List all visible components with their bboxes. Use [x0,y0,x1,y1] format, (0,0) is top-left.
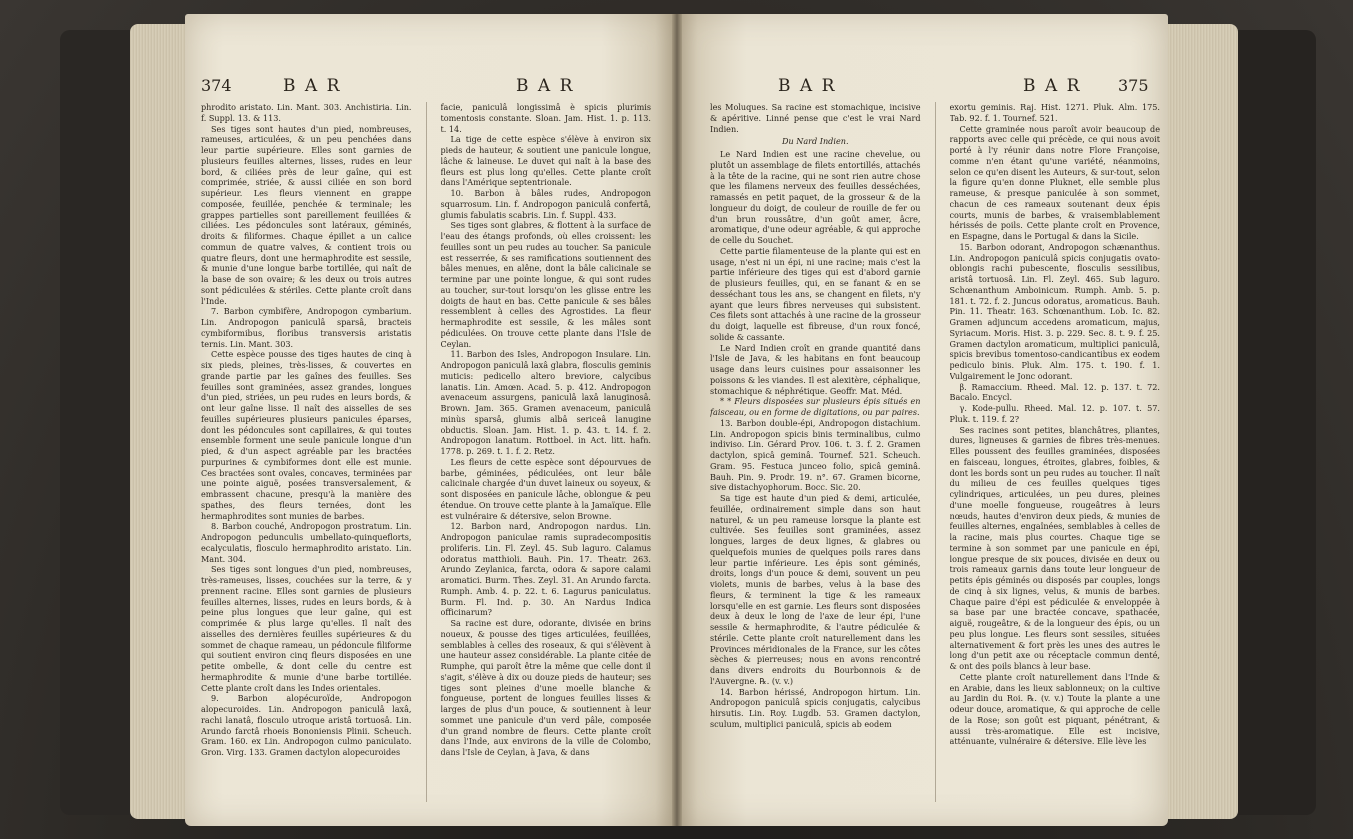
paragraph: Ses racines sont petites, blanchâtres, pliantes, dures, ligneuses & garnies de fibres très-menues. Elles poussent des feuilles graminées, disposées en faisceau, longues, étroites, glabres, foibles, & dont les bords sont un peu rudes au toucher. Il naît du milieu de ces feuilles quelques tiges cylindriques, articulées, un peu dures, pleines d'une moelle fongueuse, rougeâtres à leurs nœuds, hautes d'environ deux pieds, & munies de feuilles alternes, engaînées, semblables à celles de la racine, mais plus courtes. Chaque tige se termine à son sommet par une panicule en épi, longue presque de six pouces, divisée en deux ou trois rameaux garnis dans toute leur longueur de petits épis géminés ou disposés par couples, longs de cinq à six lignes, velus, & munis de barbes. Chaque paire d'épi est pédiculée & enveloppée à sa base par une bractée concave, spathacée, aiguë, rougeâtre, & de la longueur des épis, ou un peu plus longue. Les fleurs sont sessiles, situées alternativement & fort près les unes des autres le long d'un petit axe ou réceptacle commun denté, & ont des poils blancs à leur base. [949,424,1160,671]
paragraph: Ses tiges sont longues d'un pied, nombreuses, très-rameuses, lisses, couchées sur la terre, & y prennent racine. Elles sont garnies de plusieurs feuilles alternes, lisses, rudes en leurs bords, & à peine plus longues que leur gaîne, qui est comprimée & plus large qu'elles. Il naît des aisselles des dernières feuilles supérieures & du sommet de chaque rameau, un pédoncule filiforme qui soutient environ cinq fleurs disposées en une petite ombelle, & dont celle du centre est hermaphrodite & munie d'une barbe tortillée. Cette plante croît dans les Indes orientales. [201,564,412,693]
right-running-head-1: B A R [778,76,837,96]
paragraph: Cette partie filamenteuse de la plante qui est en usage, n'est ni un épi, ni une racine; mais c'est la partie inférieure des tiges qui est d'abord garnie de plusieurs feuilles, qui, en se fanant & en se desséchant tous les ans, se changent en filets, n'y ayant que leurs fibres nerveuses qui subsistent. Ces filets sont attachés à une racine de la grosseur du doigt, laquelle est fibreuse, d'un roux foncé, solide & cassante. [710,245,921,342]
right-page-columns [710,102,1160,802]
paragraph: Ses tiges sont hautes d'un pied, nombreuses, rameuses, articulées, & un peu penchées dans leur partie supérieure. Elles sont garnies de plusieurs feuilles alternes, lisses, rudes en leur bord, & ciliées près de leur gaîne, qui est comprimée, striée, & aussi ciliée en son bord supérieur. Les fleurs viennent en grappe composée, feuillée, penchée & terminale; les grappes partielles sont pareillement feuillées & ciliées. Les pédoncules sont latéraux, géminés, droits & filiformes. Chaque épillet a un calice commun de quatre valves, & contient trois ou quatre fleurs, dont une hermaphrodite est sessile, & munie d'une longue barbe tortillée, qui naît de la base de son ovaire; & les deux ou trois autres sont pédiculées & stériles. Cette plante croît dans l'Inde. [201,123,412,306]
book-cover-right [1236,30,1316,815]
paragraph: La tige de cette espèce s'élève à environ six pieds de hauteur, & soutient une panicule longue, lâche & laineuse. Le duvet qui naît à la base des fleurs est plus long qu'elles. Cette plante croît dans l'Amérique septentrionale. [440,134,651,188]
left-column-2 [441,102,652,802]
left-page-columns [201,102,651,802]
paragraph: 8. Barbon couché, Andropogon prostratum. Lin. Andropogon pedunculis umbellato-quinqueflorts, ecalyculatis, flosculo hermaphrodito aristato. Lin. Mant. 304. [201,521,412,564]
paragraph: les Moluques. Sa racine est stomachique, incisive & apéritive. Linné pense que c'est le vrai Nard Indien. [710,102,921,134]
paragraph: Cette espèce pousse des tiges hautes de cinq à six pieds, pleines, très-lisses, & couvertes en grande partie par les gaînes des feuilles. Ses feuilles sont graminées, assez grandes, longues d'un pied, striées, un peu rudes en leurs bords, & ont leur gaîne lisse. Il naît des aisselles de ses feuilles supérieures plusieurs panicules éparses, dont les pédoncules sont capillaires, & qui toutes ensemble forment une seule panicule longue d'un pied, & d'un aspect agréable par les bractées purpurines & cymbiformes dont elle est munie. Ces bractées sont ovales, concaves, terminées par une pointe aiguë, posées transversalement, & embrassent chacune, presqu'à la manière des spathes, des fleurs ternées, dont les hermaphrodites sont munies de barbes. [201,349,412,521]
paragraph: * * Fleurs disposées sur plusieurs épis situés en faisceau, ou en forme de digitations, ou par paires. [710,396,921,417]
paragraph: γ. Kode-pullu. Rheed. Mal. 12. p. 107. t. 57. Pluk. t. 119. f. 2? [949,403,1160,424]
section-subheading: Du Nard Indien. [781,136,849,147]
paragraph: 11. Barbon des Isles, Andropogon Insulare. Lin. Andropogon paniculâ laxâ glabra, flosculis geminis muticis: pedicello altero breviore, calycibus lanatis. Lin. Amœn. Acad. 5. p. 412. Andropogon avenaceum assurgens, paniculâ laxâ lanuginosâ. Brown. Jam. 365. Gramen avenaceum, paniculâ minùs sparsâ, glumis albâ sericeâ lanugine obductis. Sloan. Jam. Hist. 1. p. 43. t. 14. f. 2. Andropogon lanatum. Rottboel. in Act. litt. hafn. 1778. p. 269. t. 1. f. 2. Retz. [440,349,651,456]
book-gutter [672,14,682,826]
paragraph: Ses tiges sont glabres, & flottent à la surface de l'eau des étangs profonds, où elles croissent: les feuilles sont un peu rudes au toucher. Sa panicule est resserrée, & ses ramifications soutiennent des bâles menues, en alêne, dont la bâle calicinale se termine par une pointe longue, & qui sont rudes au toucher, sur-tout lorsqu'on les glisse entre les doigts de haut en bas. Cette panicule & ses bâles ressemblent à celles des Agrostides. La fleur hermaphrodite est sessile, & les mâles sont pédiculées. On trouve cette plante dans l'Isle de Ceylan. [440,220,651,349]
paragraph: Sa tige est haute d'un pied & demi, articulée, feuillée, ordinairement simple dans son haut naturel, & un peu rameuse lorsque la plante est cultivée. Ses feuilles sont graminées, assez longues, larges de deux lignes, & glabres ou quelquefois munies de quelques poils rares dans leur partie inférieure. Les épis sont géminés, droits, longs d'un pouce & demi, souvent un peu violets, munis de barbes, velus à la base des fleurs, & terminent la tige & les rameaux lorsqu'elle en est garnie. Les fleurs sont disposées deux à deux le long de l'axe de leur épi, l'une sessile & hermaphrodite, & l'autre pédiculée & stérile. Cette plante croît naturellement dans les Provinces méridionales de la France, sur les côtes sèches & pierreuses; nous en avons rencontré dans divers endroits du Bourbonnois & de l'Auvergne. ℞. (v. v.) [710,493,921,686]
right-column-1 [710,102,921,802]
paragraph: Cette graminée nous paroît avoir beaucoup de rapports avec celle qui précède, ce qui nous avoit porté à l'y réunir dans notre Flore Françoise, comme n'en étant qu'une variété, néanmoins, selon ce qu'en disent les Auteurs, & sur-tout, selon la figure qu'en donne Pluknet, elle semble plus rameuse, & presque paniculée à son sommet, chacun de ces rameaux soutenant deux épis courts, munis de barbes, & vraisemblablement hérissés de poils. Cette plante croît en Provence, en Espagne, dans le Portugal & dans la Sicile. [949,123,1160,241]
page-edges-left [130,24,186,819]
left-page [185,14,675,826]
left-page-header [201,76,641,98]
left-page-number: 374 [201,76,232,95]
paragraph: Le Nard Indien croît en grande quantité dans l'Isle de Java, & les habitans en font beaucoup usage dans leurs cuisines pour assaisonner les poissons & les viandes. Il est alexitère, céphalique, stomachique & néphrétique. Geoffr. Mat. Méd. [710,342,921,396]
paragraph: 15. Barbon odorant, Andropogon schænanthus. Lin. Andropogon paniculâ spicis conjugatis ovato-oblongis rachi pubescente, flosculis sessilibus, aristâ tortuosâ. Lin. Fl. Zeyl. 465. Sub laguro. Schœnanthum Amboinicum. Rumph. Amb. 5. p. 181. t. 72. f. 2. Juncus odoratus, aromaticus. Bauh. Pin. 11. Theatr. 163. Schœnanthum. Lob. Ic. 82. Gramen adjuncum accedens aromaticum, majus, Syriacum. Moris. Hist. 3. p. 229. Sec. 8. t. 9. f. 25. Gramen dactylon aromaticum, multiplici paniculâ, spicis brevibus tomentoso-candicantibus ex eodem pediculo binis. Pluk. Alm. 175. t. 190. f. 1. Vulgairement le Jonc odorant. [949,241,1160,381]
page-edges-right [1168,24,1238,819]
left-running-head-2: B A R [516,76,575,96]
left-column-1 [201,102,412,802]
right-page [678,14,1168,826]
paragraph: 14. Barbon hérissé, Andropogon hirtum. Lin. Andropogon paniculâ spicis conjugatis, calycibus hirsutis. Lin. Roy. Lugdb. 53. Gramen dactylon, sculum, multiplici paniculâ, spicis ab eodem [710,686,921,729]
paragraph: 7. Barbon cymbifère, Andropogon cymbarium. Lin. Andropogon paniculâ sparsâ, bracteis cymbiformibus, floribus transversis aristatis ternis. Lin. Mant. 303. [201,306,412,349]
right-running-head-2: B A R [1023,76,1082,96]
book-cover-left [60,30,134,815]
paragraph: 13. Barbon double-épi, Andropogon distachium. Lin. Andropogon spicis binis terminalibus, culmo indiviso. Lin. Gérard Prov. 106. t. 3. f. 2. Gramen dactylon, spicâ geminâ. Tournef. 521. Scheuch. Gram. 95. Festuca junceo folio, spicâ geminâ. Bauh. Pin. 9. Prodr. 19. n°. 67. Gramen bicorne, sive distachyophorum. Bocc. Sic. 20. [710,417,921,493]
paragraph: exortu geminis. Raj. Hist. 1271. Pluk. Alm. 175. Tab. 92. f. 1. Tournef. 521. [949,102,1160,123]
right-page-number: 375 [1118,76,1149,95]
paragraph: Le Nard Indien est une racine chevelue, ou plutôt un assemblage de filets entortillés, attachés à la tête de la racine, qui ne sont rien autre chose que les filamens nerveux des feuilles desséchées, ramassés en petit paquet, de la grosseur & de la longueur du doigt, de couleur de rouille de fer ou d'un brun roussâtre, d'un goût amer, âcre, aromatique, d'une odeur agréable, & qui approche de celle du Souchet. [710,149,921,245]
right-column-2 [950,102,1161,802]
paragraph: phrodito aristato. Lin. Mant. 303. Anchistiria. Lin. f. Suppl. 13. & 113. [201,102,412,123]
paragraph: facie, paniculâ longissimâ è spicis plurimis tomentosis constante. Sloan. Jam. Hist. 1. p. 113. t. 14. [440,102,651,134]
paragraph: Sa racine est dure, odorante, divisée en brins noueux, & pousse des tiges articulées, feuillées, semblables à celles des roseaux, & qui s'élèvent à une hauteur assez considérable. La plante citée de Rumphe, qui paroît être la même que celle dont il s'agit, s'élève à dix ou douze pieds de hauteur; ses tiges sont pleines d'une moelle blanche & fongueuse, portent de longues feuilles lisses & larges de plus d'un pouce, & soutiennent à leur sommet une panicule d'un verd pâle, composée d'un grand nombre de fleurs. Cette plante croît dans l'Inde, aux environs de la ville de Colombo, dans l'Isle de Ceylan, à Java, & dans [440,618,651,757]
paragraph: Les fleurs de cette espèce sont dépourvues de barbe, géminées, pédiculées, ont leur bâle calicinale chargée d'un duvet laineux ou soyeux, & sont disposées en panicule lâche, oblongue & peu étendue. On trouve cette plante à la Jamaïque. Elle est vulnéraire & détersive, selon Browne. [440,456,651,521]
paragraph: 9. Barbon alopécuroïde, Andropogon alopecuroides. Lin. Andropogon paniculâ laxâ, rachi lanatâ, flosculo utroque aristâ tortuosâ. Lin. Arundo farctâ rhoeis Bononiensis Plinii. Scheuch. Gram. 160. ex Lin. Andropogon culmo paniculato. Gron. Virg. 133. Gramen dactylon alopecuroides [201,693,412,757]
paragraph: Cette plante croît naturellement dans l'Inde & en Arabie, dans les lieux sablonneux; on la cultive au Jardin du Roi. ℞. (v. v.) Toute la plante a une odeur douce, aromatique, & qui approche de celle de la Rose; son goût est piquant, pénétrant, & aussi très-aromatique. Elle est incisive, atténuante, vulnéraire & détersive. Elle lève les [949,671,1160,747]
column-divider [935,102,936,802]
left-running-head-1: B A R [283,76,342,96]
column-divider [426,102,427,802]
right-page-header [718,76,1158,98]
paragraph: β. Ramaccium. Rheed. Mal. 12. p. 137. t. 72. Bacalo. Encycl. [949,381,1160,403]
paragraph: 10. Barbon à bâles rudes, Andropogon squarrosum. Lin. f. Andropogon paniculâ confertâ, glumis fabulatis scabris. Lin. f. Suppl. 433. [440,188,651,220]
paragraph: 12. Barbon nard, Andropogon nardus. Lin. Andropogon paniculae ramis supradecompositis proliferis. Lin. Fl. Zeyl. 45. Sub laguro. Calamus odoratus matthioli. Bauh. Pin. 17. Theatr. 263. Arundo Zeylanica, farcta, odora & sapore calami aromatici. Burm. Thes. Zeyl. 31. An Arundo farcta. Rumph. Amb. 4. p. 22. t. 6. Lagurus paniculatus. Burm. Fl. Ind. p. 30. An Nardus Indica officinarum? [440,521,651,618]
